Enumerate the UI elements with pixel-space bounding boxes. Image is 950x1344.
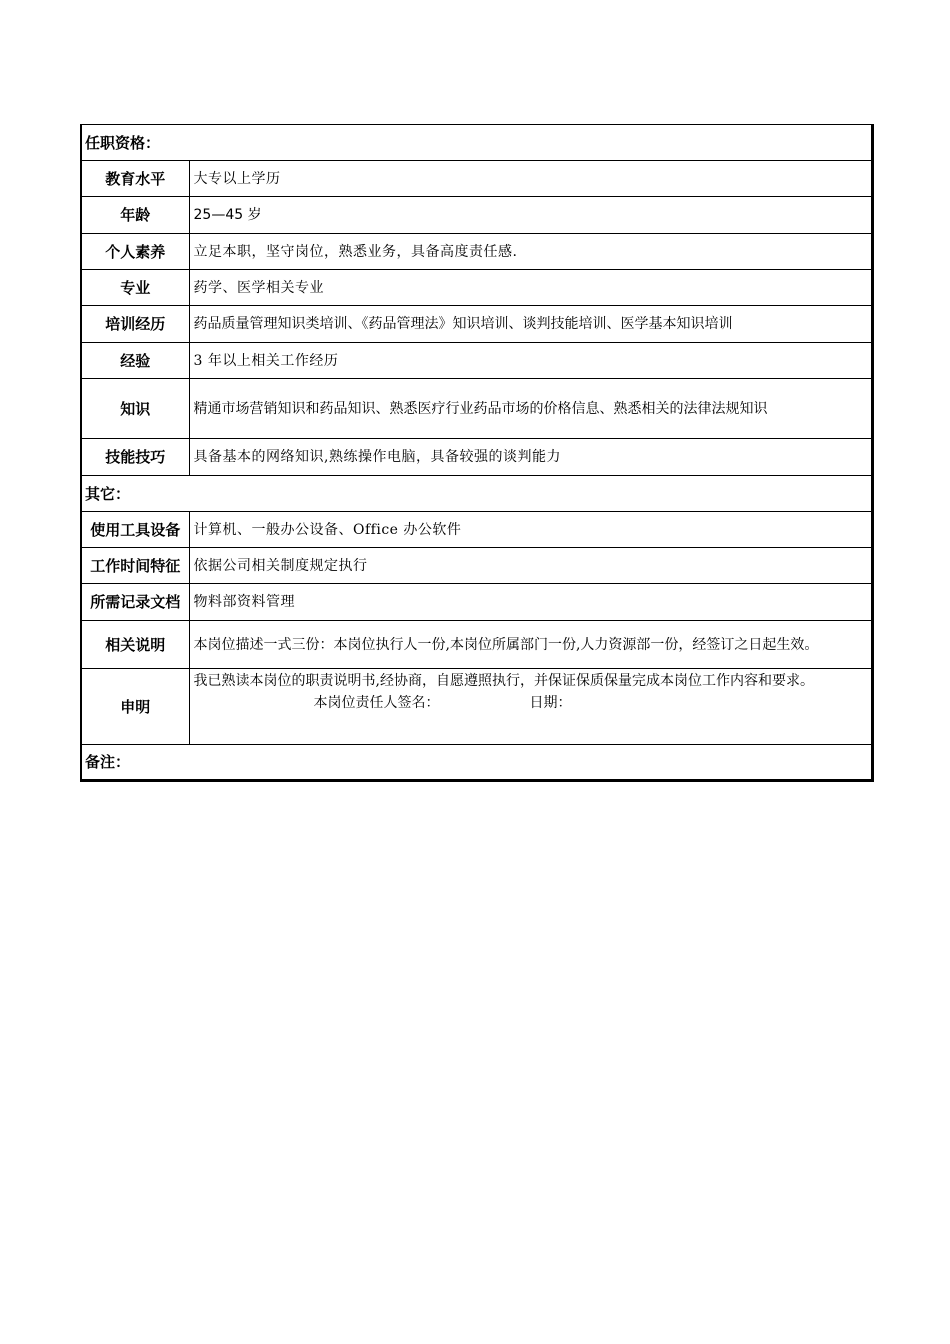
table-row — [81, 306, 872, 343]
table-row — [81, 621, 872, 669]
declaration-cell — [189, 669, 872, 745]
other-header-row — [81, 476, 872, 512]
experience-label: 经验 — [81, 343, 189, 379]
table-row — [81, 379, 872, 439]
declaration-label: 申明 — [81, 669, 189, 745]
records-label: 所需记录文档 — [81, 584, 189, 621]
knowledge-label: 知识 — [81, 379, 189, 439]
qualifications-section-title: 任职资格： — [81, 125, 872, 161]
experience-value: 3 年以上相关工作经历 — [189, 343, 872, 379]
table-row — [81, 234, 872, 270]
declaration-row — [81, 669, 872, 745]
signature-label: 本岗位责任人签名： — [313, 695, 440, 711]
age-value: 25—45 岁 — [189, 197, 872, 234]
major-label: 专业 — [81, 270, 189, 306]
qualifications-header-row — [81, 125, 872, 161]
date-label: 日期： — [529, 695, 572, 711]
signature-line — [194, 692, 869, 714]
tools-label: 使用工具设备 — [81, 512, 189, 548]
table-row — [81, 584, 872, 621]
education-label: 教育水平 — [81, 161, 189, 197]
remarks-row — [81, 745, 872, 781]
education-value: 大专以上学历 — [189, 161, 872, 197]
table-row — [81, 512, 872, 548]
knowledge-value: 精通市场营销知识和药品知识、熟悉医疗行业药品市场的价格信息、熟悉相关的法律法规知识 — [189, 379, 872, 439]
training-value: 药品质量管理知识类培训、《药品管理法》知识培训、谈判技能培训、医学基本知识培训 — [189, 306, 872, 343]
table-row — [81, 548, 872, 584]
major-value: 药学、医学相关专业 — [189, 270, 872, 306]
table-row — [81, 343, 872, 379]
notes-value: 本岗位描述一式三份：本岗位执行人一份,本岗位所属部门一份,人力资源部一份，经签订之日起生效。 — [189, 621, 872, 669]
age-label: 年龄 — [81, 197, 189, 234]
job-description-table — [80, 124, 874, 782]
skills-label: 技能技巧 — [81, 439, 189, 476]
other-section-title: 其它： — [81, 476, 872, 512]
table-row — [81, 270, 872, 306]
table-row — [81, 161, 872, 197]
records-value: 物料部资料管理 — [189, 584, 872, 621]
skills-value: 具备基本的网络知识,熟练操作电脑，具备较强的谈判能力 — [189, 439, 872, 476]
table-row — [81, 439, 872, 476]
work-time-value: 依据公司相关制度规定执行 — [189, 548, 872, 584]
remarks-section-title: 备注： — [81, 745, 872, 781]
personal-quality-label: 个人素养 — [81, 234, 189, 270]
declaration-text: 我已熟读本岗位的职责说明书,经协商，自愿遵照执行，并保证保质保量完成本岗位工作内容和要求。 — [193, 673, 814, 689]
personal-quality-value: 立足本职，坚守岗位，熟悉业务，具备高度责任感. — [189, 234, 872, 270]
training-label: 培训经历 — [81, 306, 189, 343]
notes-label: 相关说明 — [81, 621, 189, 669]
table-row — [81, 197, 872, 234]
tools-value: 计算机、一般办公设备、Office 办公软件 — [189, 512, 872, 548]
work-time-label: 工作时间特征 — [81, 548, 189, 584]
